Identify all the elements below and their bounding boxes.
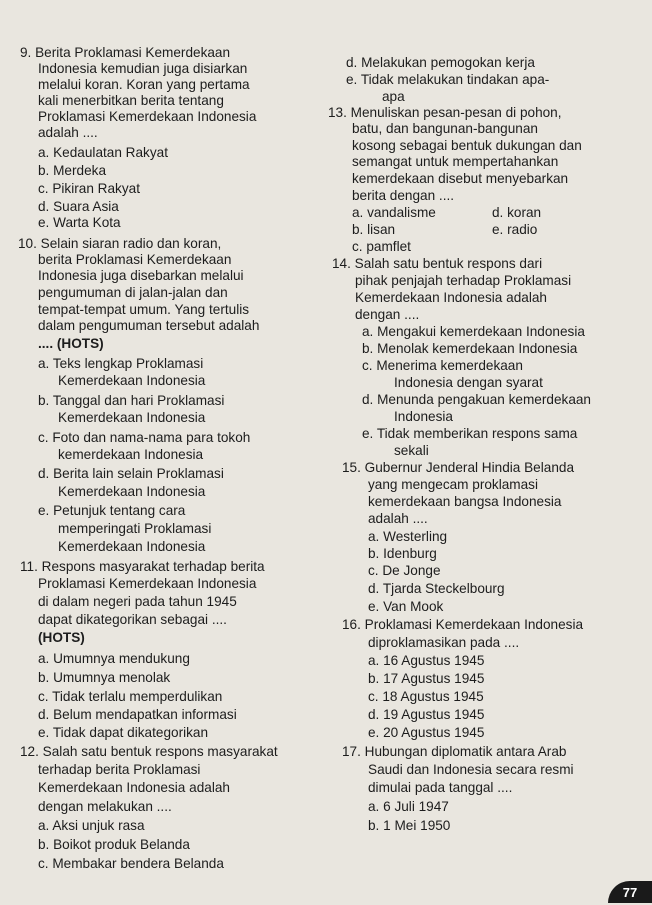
q15-option: a. Westerling — [368, 529, 448, 544]
q17-stem-line: 17. Hubungan diplomatik antara Arab — [342, 744, 567, 759]
q10-stem-line: pengumuman di jalan-jalan dan — [38, 285, 228, 300]
q9-option: d. Suara Asia — [38, 199, 119, 214]
q11-option: c. Tidak terlalu memperdulikan — [38, 689, 223, 704]
q14-stem-line: dengan .... — [355, 307, 420, 322]
q9-stem-line: 9. Berita Proklamasi Kemerdekaan — [20, 45, 231, 60]
q9-option: b. Merdeka — [38, 163, 107, 178]
q13-stem-line: batu, dan bangunan-bangunan — [352, 121, 538, 136]
q11-stem-line: Proklamasi Kemerdekaan Indonesia — [38, 576, 257, 591]
q14-option: b. Menolak kemerdekaan Indonesia — [362, 341, 578, 356]
q10-option: c. Foto dan nama-nama para tokoh — [38, 430, 251, 445]
q11-hots-tag: (HOTS) — [38, 630, 85, 645]
q11-stem-line: dapat dikategorikan sebagai .... — [38, 612, 227, 627]
q16-option: d. 19 Agustus 1945 — [368, 707, 485, 722]
q9-stem-line: kali menerbitkan berita tentang — [38, 93, 224, 108]
q13-stem-line: berita dengan .... — [352, 188, 455, 203]
q10-option: e. Petunjuk tentang cara — [38, 503, 186, 518]
q13-option: d. koran — [492, 205, 542, 220]
q14-option-cont: Indonesia — [394, 409, 453, 424]
q14-option: d. Menunda pengakuan kemerdekaan — [362, 392, 591, 407]
q12-stem-line: Kemerdekaan Indonesia adalah — [38, 780, 230, 795]
q12-option: b. Boikot produk Belanda — [38, 837, 190, 852]
q14-stem-line: pihak penjajah terhadap Proklamasi — [355, 273, 572, 288]
q14-stem-line: Kemerdekaan Indonesia adalah — [355, 290, 547, 305]
q14-option: a. Mengakui kemerdekaan Indonesia — [362, 324, 585, 339]
q10-stem-line: 10. Selain siaran radio dan koran, — [18, 236, 222, 251]
q14-stem-line: 14. Salah satu bentuk respons dari — [332, 256, 543, 271]
q13-stem-line: kosong sebagai bentuk dukungan dan — [352, 138, 582, 153]
page-number: 77 — [608, 881, 652, 903]
q10-option-cont: kemerdekaan Indonesia — [58, 447, 204, 462]
q11-stem-line: di dalam negeri pada tahun 1945 — [38, 594, 237, 609]
q14-option: e. Tidak memberikan respons sama — [362, 426, 578, 441]
q15-stem-line: yang mengecam proklamasi — [368, 477, 539, 492]
q12-option: c. Membakar bendera Belanda — [38, 856, 224, 871]
q9-option: c. Pikiran Rakyat — [38, 181, 140, 196]
q17-option: b. 1 Mei 1950 — [368, 818, 451, 833]
q11-stem-line: 11. Respons masyarakat terhadap berita — [20, 559, 265, 574]
q9-option: a. Kedaulatan Rakyat — [38, 145, 168, 160]
q10-option-cont: Kemerdekaan Indonesia — [58, 373, 206, 388]
q10-option-cont: memperingati Proklamasi — [58, 521, 212, 536]
q10-stem-line: berita Proklamasi Kemerdekaan — [38, 252, 232, 267]
q9-option: e. Warta Kota — [38, 215, 121, 230]
q13-option: a. vandalisme — [352, 205, 436, 220]
q11-option: b. Umumnya menolak — [38, 670, 171, 685]
q10-stem-line: Indonesia juga disebarkan melalui — [38, 268, 244, 283]
q11-option: d. Belum mendapatkan informasi — [38, 707, 237, 722]
q12-stem-line: dengan melakukan .... — [38, 799, 172, 814]
q12-stem-line: 12. Salah satu bentuk respons masyarakat — [20, 744, 278, 759]
q14-option: c. Menerima kemerdekaan — [362, 358, 523, 373]
q12-option: a. Aksi unjuk rasa — [38, 818, 145, 833]
q15-option: c. De Jonge — [368, 563, 441, 578]
q17-stem-line: Saudi dan Indonesia secara resmi — [368, 762, 574, 777]
q13-stem-line: 13. Menuliskan pesan-pesan di pohon, — [328, 105, 562, 120]
q14-option-cont: Indonesia dengan syarat — [394, 375, 543, 390]
q15-stem-line: adalah .... — [368, 511, 428, 526]
q13-stem-line: semangat untuk mempertahankan — [352, 154, 559, 169]
q9-stem-line: adalah .... — [38, 125, 98, 140]
q13-option: b. lisan — [352, 222, 396, 237]
q13-option: c. pamflet — [352, 239, 411, 254]
q15-option: e. Van Mook — [368, 599, 444, 614]
q16-stem-line: 16. Proklamasi Kemerdekaan Indonesia — [342, 617, 584, 632]
q12-option: d. Melakukan pemogokan kerja — [346, 55, 535, 70]
q13-option: e. radio — [492, 222, 538, 237]
q14-option-cont: sekali — [394, 443, 429, 458]
q9-stem-line: Proklamasi Kemerdekaan Indonesia — [38, 109, 257, 124]
q16-option: a. 16 Agustus 1945 — [368, 653, 485, 668]
q10-stem-line: tempat-tempat umum. Yang tertulis — [38, 302, 250, 317]
q10-option-cont: Kemerdekaan Indonesia — [58, 539, 206, 554]
q17-stem-line: dimulai pada tanggal .... — [368, 780, 513, 795]
q16-option: b. 17 Agustus 1945 — [368, 671, 485, 686]
q10-stem-line: dalam pengumuman tersebut adalah — [38, 318, 260, 333]
q10-option-cont: Kemerdekaan Indonesia — [58, 410, 206, 425]
q12-stem-line: terhadap berita Proklamasi — [38, 762, 201, 777]
q11-option: e. Tidak dapat dikategorikan — [38, 725, 209, 740]
q12-option-cont: apa — [382, 89, 405, 104]
q17-option: a. 6 Juli 1947 — [368, 799, 449, 814]
q12-option: e. Tidak melakukan tindakan apa- — [346, 72, 550, 87]
q10-option: a. Teks lengkap Proklamasi — [38, 356, 204, 371]
q9-stem-line: melalui koran. Koran yang pertama — [38, 77, 250, 92]
q10-option: b. Tanggal dan hari Proklamasi — [38, 393, 225, 408]
q13-stem-line: kemerdekaan disebut menyebarkan — [352, 171, 569, 186]
q15-option: b. Idenburg — [368, 546, 437, 561]
q9-stem-line: Indonesia kemudian juga disiarkan — [38, 61, 248, 76]
q16-option: c. 18 Agustus 1945 — [368, 689, 484, 704]
q11-option: a. Umumnya mendukung — [38, 651, 190, 666]
q15-stem-line: 15. Gubernur Jenderal Hindia Belanda — [342, 460, 575, 475]
q15-option: d. Tjarda Steckelbourg — [368, 581, 505, 596]
q10-option-cont: Kemerdekaan Indonesia — [58, 484, 206, 499]
q16-stem-line: diproklamasikan pada .... — [368, 635, 520, 650]
q15-stem-line: kemerdekaan bangsa Indonesia — [368, 494, 562, 509]
q10-option: d. Berita lain selain Proklamasi — [38, 466, 224, 481]
q16-option: e. 20 Agustus 1945 — [368, 725, 485, 740]
q10-hots-tag: .... (HOTS) — [38, 336, 104, 351]
